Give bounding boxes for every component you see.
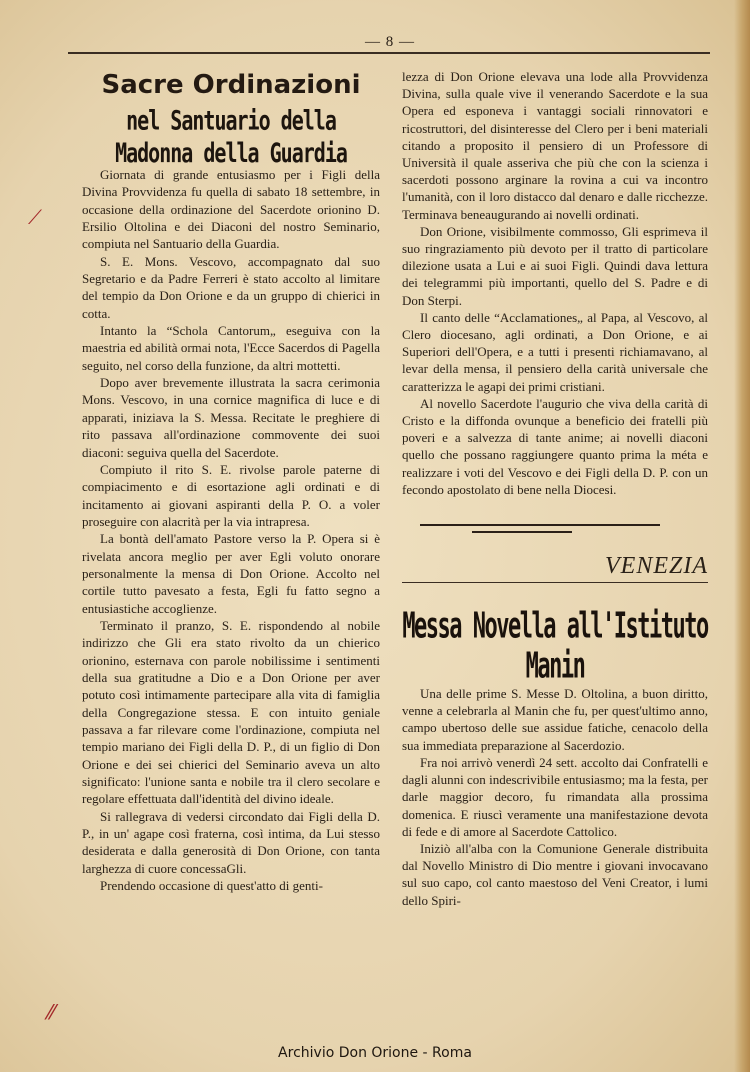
section-heading: VENEZIA [402, 553, 708, 583]
page-number: — 8 — [365, 34, 415, 50]
article-title: Sacre Ordinazioni [101, 70, 361, 100]
paragraph: Don Orione, visibilmente commosso, Gli esprimeva il suo ringraziamento più devoto per il tratto di particolare dilezione usata a Lui e ai suoi Figli. Quindi dava lettura dei telegrammi più importanti, quello del S. Padre e di Don Sterpi. [402, 223, 708, 308]
article-headline: Messa Novella all'Istituto Manin [402, 607, 708, 688]
paragraph: Terminato il pranzo, S. E. rispondendo al nobile indirizzo che Gli era stato rivolto da un chierico orionino, esternava con parole nobilissime i sentimenti della sua gratitudne a Dio e a Don Orione per aver potuto così intimamente partecipare alla vita di famiglia della Congregazione stessa. E con intuito geniale passava a far rilevare come l'ordinazione, compiuta nel tempio mariano dei Figli della D. P., di un figlio di Don Orione e dei sei chierici del Seminario aveva un alto significato: l'unione santa e nobile tra il clero secolare e regolare effettuata dall'identità del divino ideale. [82, 617, 380, 807]
paragraph: Il canto delle “Acclamationes„ al Papa, al Vescovo, al Clero diocesano, agli ordinati, a Don Orione, e ai Superiori dell'Opera, e a tutti i presenti richiamavano, al levar della mensa, il pensiero della carità universale che caratterizza le agapi dei primi cristiani. [402, 309, 708, 394]
section-divider-short [472, 531, 572, 533]
right-column [402, 68, 708, 909]
article-subtitle: nel Santuario della Madonna della Guardia [115, 104, 347, 169]
paragraph: Compiuto il rito S. E. rivolse parole paterne di compiacimento e di esortazione agli ordinati e di incitamento ai giovani aspiranti della P. O. a voler proseguire con alacrità per la via intrapresa. [82, 461, 380, 529]
paragraph: Iniziò all'alba con la Comunione Generale distribuita dal Novello Ministro di Dio mentre i giovani invocavano sul suo capo, col canto maestoso del Veni Creator, i lumi dello Spiri- [402, 840, 708, 908]
section-divider [420, 524, 660, 526]
paragraph: Una delle prime S. Messe D. Oltolina, a buon diritto, venne a celebrarla al Manin che fu, per quest'ultimo anno, campo ubertoso delle sue assidue fatiche, cenacolo della sua immediata preparazione al Sacerdozio. [402, 686, 708, 753]
paragraph: Dopo aver brevemente illustrata la sacra cerimonia Mons. Vescovo, in una cornice magnifica di luce e di apparati, iniziava la S. Messa. Recitate le preghiere di rito passava all'ordinazione commovente dei suoi diaconi: seguiva quella del Sacerdote. [82, 375, 380, 460]
header-rule [68, 52, 710, 54]
paragraph: S. E. Mons. Vescovo, accompagnato dal suo Segretario e da Padre Ferreri è stato accolto al limitare del tempio da Don Orione e da un gruppo di chierici in cotta. [82, 253, 380, 321]
pencil-mark-icon: ⁄⁄ [48, 1000, 55, 1024]
paragraph: Al novello Sacerdote l'augurio che viva della carità di Cristo e la diffonda ovunque a beneficio dei fratelli più poveri e a salvezza di tante anime; ai novelli diaconi quello che possano raggiungere quanto prima la méta e realizzare i voti del Vescovo e dei Figli della D. P. con un fecondo apostolato di bene nella Diocesi. [402, 395, 708, 497]
paragraph: Giornata di grande entusiasmo per i Figli della Divina Provvidenza fu quella di sabato 18 settembre, in occasione della ordinazione del Sacerdote orionino D. Ersilio Oltolina e dei Diaconi del nostro Seminario, compiuta nel Santuario della Guardia. [82, 167, 380, 252]
archive-footer: Archivio Don Orione - Roma [278, 1045, 472, 1061]
paragraph: lezza di Don Orione elevava una lode alla Provvidenza Divina, sulla quale vive il venerando Sacerdote e la sua Opera ed esponeva i vantaggi sociali rinnovatori e ricostruttori, del disinteresse del Clero per i beni materiali citando a proposito il pensiero di un Professore di Università il quale asseriva che più che con la scienza i sacerdoti possono arginare la rovina a cui va incontro l'umanità, con il loro distacco dal denaro e dalle ricchezze. Terminava beneaugurando ai novelli ordinati. [402, 69, 708, 222]
left-column [82, 62, 380, 894]
paragraph: La bontà dell'amato Pastore verso la P. Opera si è rivelata ancora meglio per aver Egli voluto onorare personalmente la mensa di Don Orione. Accolto nel cortile tutto pavesato a festa, Egli fu fatto segno a entusiastiche accoglienze. [82, 531, 380, 616]
pencil-mark-icon: ⟋ [28, 205, 42, 229]
paragraph: Fra noi arrivò venerdì 24 sett. accolto dai Confratelli e dagli alunni con indescrivibile entusiasmo; ma la festa, per darle maggior decoro, fu rimandata alla prossima domenica. E riuscì veramente una manifestazione devota di fede e di amore al Sacerdote Cattolico. [402, 754, 708, 839]
paragraph: Si rallegrava di vedersi circondato dai Figli della D. P., in un' agape così fraterna, così intima, da Lui stesso desiderata e dalla generosità di Don Orione, con tanta larghezza di cuore concessaGli. [82, 808, 380, 876]
page-edge [734, 0, 750, 1072]
paragraph: Prendendo occasione di quest'atto di genti- [100, 878, 323, 894]
paragraph: Intanto la “Schola Cantorum„ eseguiva con la maestria ed abilità ormai nota, l'Ecce Sacerdos di Pagella seguito, nel corso della funzione, da altri mottetti. [82, 323, 380, 373]
